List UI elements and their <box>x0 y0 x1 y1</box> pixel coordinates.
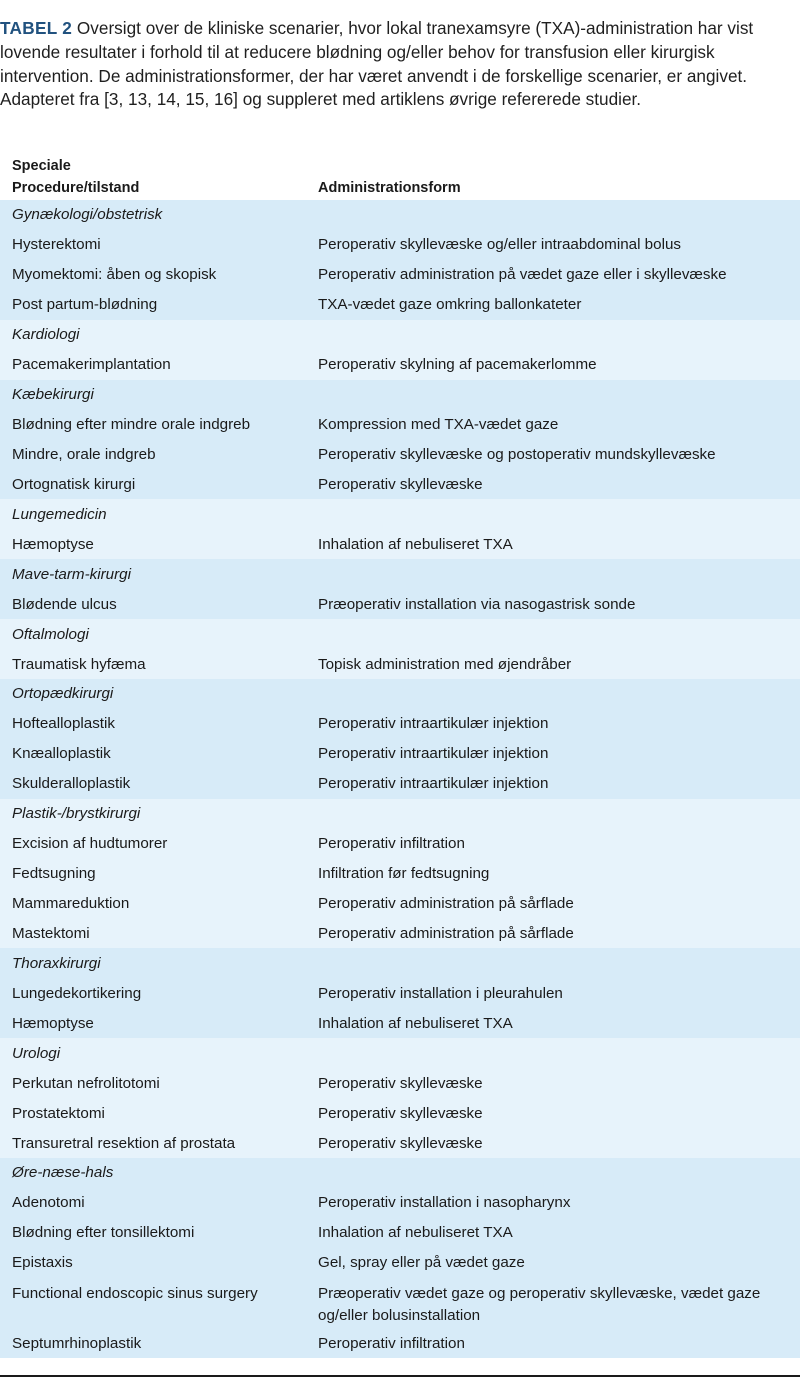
procedure-cell: Transuretral resektion af prostata <box>12 1134 236 1152</box>
procedure-cell: Mammareduktion <box>12 895 130 913</box>
procedure-cell: Hysterektomi <box>12 236 101 254</box>
procedure-cell: Perkutan nefrolitotomi <box>12 1074 160 1092</box>
table-row <box>0 350 800 380</box>
procedure-cell: Blødning efter tonsillektomi <box>12 1224 195 1242</box>
administration-cell: Peroperativ infiltration <box>318 1334 465 1352</box>
administration-cell: Topisk administration med øjendråber <box>318 655 572 673</box>
category-row <box>0 619 800 649</box>
table-row <box>0 440 800 470</box>
procedure-cell: Ortognatisk kirurgi <box>12 475 136 493</box>
category-row <box>0 499 800 529</box>
category-row <box>0 320 800 350</box>
administration-cell: Peroperativ skyllevæske <box>318 475 483 493</box>
category-row <box>0 1038 800 1068</box>
table-row <box>0 589 800 619</box>
category-label: Urologi <box>12 1044 61 1062</box>
table-row <box>0 649 800 679</box>
administration-cell: Infiltration før fedtsugning <box>318 865 490 883</box>
administration-cell: Peroperativ skyllevæske og postoperativ mundskyllevæske <box>318 445 716 463</box>
procedure-cell: Lungedekortikering <box>12 984 142 1002</box>
table-row <box>0 919 800 949</box>
table-row <box>0 290 800 320</box>
category-row <box>0 799 800 829</box>
administration-cell: Peroperativ administration på sårflade <box>318 924 574 942</box>
caption-text: Oversigt over de kliniske scenarier, hvor lokal tranexamsyre (TXA)-administration har vist lovende resultater i forhold til at reducere blødning og/eller behov for transfusion eller kirurgisk intervention. De administrationsformer, der har været anvendt i de forskellige scenarier, er angivet. Adapteret fra [3, 13, 14, 15, 16] og suppleret med artiklens øvrige refererede studier. <box>0 18 754 110</box>
administration-cell: Gel, spray eller på vædet gaze <box>318 1254 525 1272</box>
category-row <box>0 559 800 589</box>
category-label: Kardiologi <box>12 326 80 344</box>
table-row <box>0 978 800 1008</box>
procedure-cell: Hæmoptyse <box>12 1014 94 1032</box>
procedure-cell: Blødning efter mindre orale indgreb <box>12 416 251 434</box>
procedure-cell: Prostatektomi <box>12 1104 105 1122</box>
table-row <box>0 230 800 260</box>
administration-table <box>0 154 800 1358</box>
administration-cell: Peroperativ intraartikulær injektion <box>318 775 549 793</box>
table-row <box>0 889 800 919</box>
procedure-cell: Hoftealloplastik <box>12 715 115 733</box>
administration-cell: Peroperativ intraartikulær injektion <box>318 745 549 763</box>
administration-cell: Peroperativ skyllevæske <box>318 1104 483 1122</box>
table-body <box>0 200 800 1358</box>
administration-cell: Inhalation af nebuliseret TXA <box>318 1014 513 1032</box>
table-row <box>0 1188 800 1218</box>
administration-cell: Peroperativ skyllevæske <box>318 1134 483 1152</box>
administration-cell: Peroperativ skylning af pacemakerlomme <box>318 356 597 374</box>
category-label: Gynækologi/obstetrisk <box>12 206 163 224</box>
table-row <box>0 769 800 799</box>
administration-cell: Peroperativ administration på vædet gaze eller i skyllevæske <box>318 266 727 284</box>
category-row <box>0 200 800 230</box>
administration-cell: Præoperativ vædet gaze og peroperativ skyllevæske, vædet gaze og/eller bolusinstallation <box>318 1284 761 1324</box>
administration-cell: Peroperativ infiltration <box>318 835 465 853</box>
administration-cell: Peroperativ skyllevæske <box>318 1074 483 1092</box>
procedure-cell: Myomektomi: åben og skopisk <box>12 266 217 284</box>
table-row <box>0 410 800 440</box>
procedure-cell: Adenotomi <box>12 1194 85 1212</box>
category-label: Plastik-/brystkirurgi <box>12 805 141 823</box>
procedure-cell: Epistaxis <box>12 1254 73 1272</box>
category-label: Lungemedicin <box>12 505 107 523</box>
table-header <box>0 154 800 200</box>
table-label: TABEL 2 <box>0 18 73 38</box>
table-row <box>0 859 800 889</box>
category-row <box>0 380 800 410</box>
procedure-cell: Blødende ulcus <box>12 595 117 613</box>
category-label: Mave-tarm-kirurgi <box>12 565 131 583</box>
table-row <box>0 1218 800 1248</box>
category-label: Ortopædkirurgi <box>12 685 114 703</box>
category-row <box>0 1158 800 1188</box>
procedure-cell: Post partum-blødning <box>12 296 158 314</box>
table-row <box>0 1328 800 1358</box>
table-row <box>0 1128 800 1158</box>
procedure-cell: Functional endoscopic sinus surgery <box>12 1284 258 1302</box>
administration-cell: Inhalation af nebuliseret TXA <box>318 535 513 553</box>
table-row <box>0 1068 800 1098</box>
administration-cell: Peroperativ installation i pleurahulen <box>318 984 563 1002</box>
table-row <box>0 1248 800 1278</box>
administration-cell: Kompression med TXA-vædet gaze <box>318 416 559 434</box>
table-row <box>0 829 800 859</box>
category-label: Kæbekirurgi <box>12 386 94 404</box>
table-row <box>0 1098 800 1128</box>
administration-cell: Peroperativ installation i nasopharynx <box>318 1194 571 1212</box>
procedure-cell: Traumatisk hyfæma <box>12 655 146 673</box>
administration-cell: TXA-vædet gaze omkring ballonkateter <box>318 296 582 314</box>
header-speciale: Speciale <box>12 158 71 174</box>
table-row <box>0 1278 800 1328</box>
procedure-cell: Hæmoptyse <box>12 535 94 553</box>
administration-cell: Inhalation af nebuliseret TXA <box>318 1224 513 1242</box>
table-row <box>0 739 800 769</box>
table-row <box>0 529 800 559</box>
procedure-cell: Mastektomi <box>12 924 90 942</box>
procedure-cell: Septumrhinoplastik <box>12 1334 142 1352</box>
category-row <box>0 679 800 709</box>
category-label: Oftalmologi <box>12 625 89 643</box>
table-caption <box>0 17 795 112</box>
category-label: Øre-næse-hals <box>12 1164 114 1182</box>
procedure-cell: Fedtsugning <box>12 865 96 883</box>
category-row <box>0 948 800 978</box>
table-row <box>0 1008 800 1038</box>
procedure-cell: Knæalloplastik <box>12 745 111 763</box>
procedure-cell: Skulderalloplastik <box>12 775 131 793</box>
administration-cell: Peroperativ skyllevæske og/eller intraabdominal bolus <box>318 236 681 254</box>
procedure-cell: Mindre, orale indgreb <box>12 445 156 463</box>
procedure-cell: Pacemakerimplantation <box>12 356 171 374</box>
administration-cell: Peroperativ administration på sårflade <box>318 895 574 913</box>
table-row <box>0 469 800 499</box>
bottom-rule <box>0 1375 800 1377</box>
table-row <box>0 260 800 290</box>
header-procedure: Procedure/tilstand <box>12 180 140 196</box>
header-administrationsform: Administrationsform <box>318 180 461 196</box>
procedure-cell: Excision af hudtumorer <box>12 835 168 853</box>
table-row <box>0 709 800 739</box>
administration-cell: Præoperativ installation via nasogastrisk sonde <box>318 595 636 613</box>
category-label: Thoraxkirurgi <box>12 954 101 972</box>
administration-cell: Peroperativ intraartikulær injektion <box>318 715 549 733</box>
